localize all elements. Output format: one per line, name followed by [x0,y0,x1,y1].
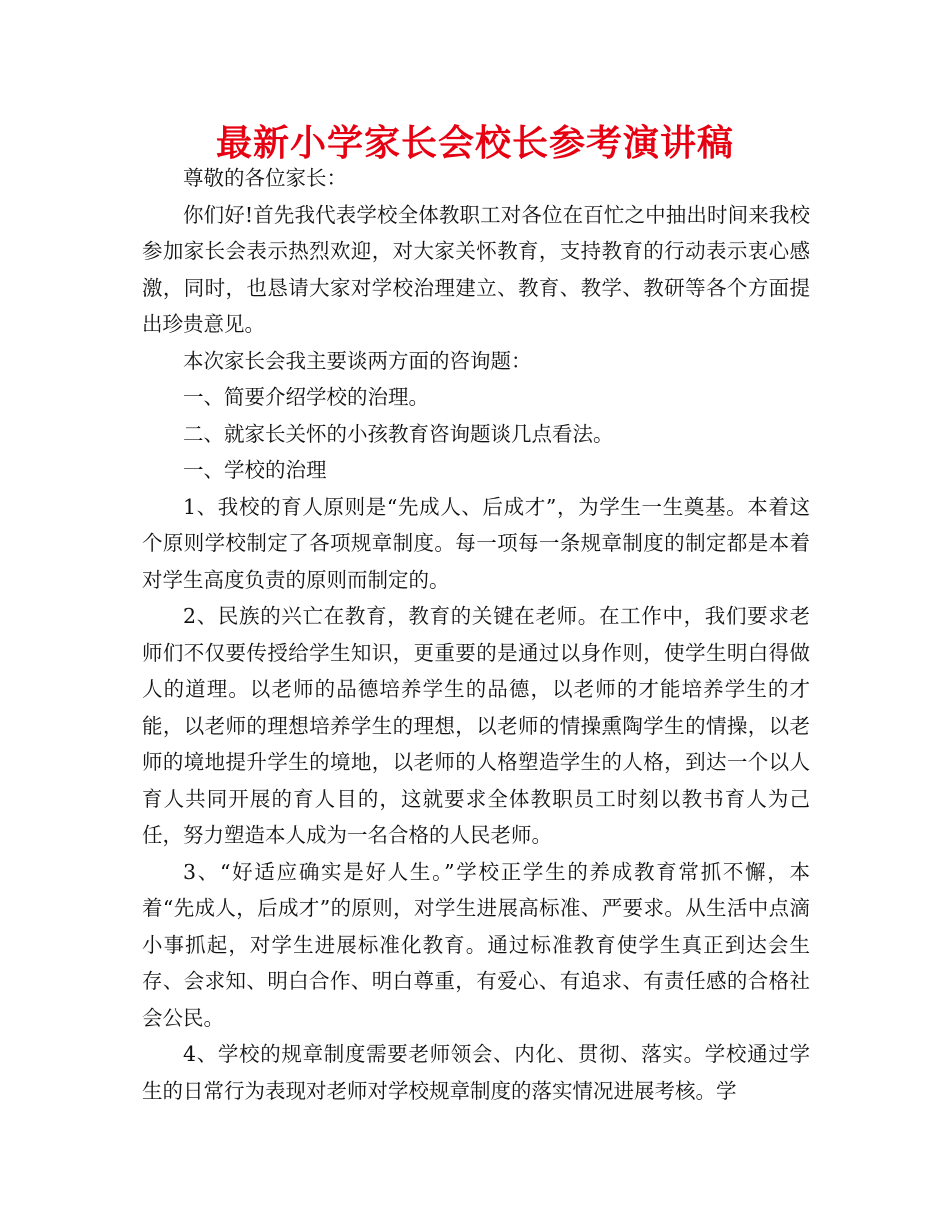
paragraph-topic-2: 二、就家长关怀的小孩教育咨询题谈几点看法。 [183,421,614,446]
document-body [142,160,810,1109]
paragraph-greeting: 你们好!首先我代表学校全体教职工对各位在百忙之中抽出时间来我校参加家长会表示热烈欢迎，对大家关怀教育，支持教育的行动表示衷心感激，同时，也恳请大家对学校治理建立、教育、教学、教研等各个方面提出珍贵意见。 [142,202,810,336]
paragraph-item-4: 4、学校的规章制度需要老师领会、内化、贯彻、落实。学校通过学生的日常行为表现对老师对学校规章制度的落实情况进展考核。学 [142,1042,810,1103]
paragraph-item-2: 2、民族的兴亡在教育，教育的关键在老师。在工作中，我们要求老师们不仅要传授给学生知识，更重要的是通过以身作则，使学生明白得做人的道理。以老师的品德培养学生的品德，以老师的才能培养学生的才能，以老师的理想培养学生的理想，以老师的情操熏陶学生的情操，以老师的境地提升学生的境地，以老师的人格塑造学生的人格，到达一个以人育人共同开展的育人目的，这就要求全体教职员工时刻以教书育人为己任，努力塑造本人成为一名合格的人民老师。 [142,604,810,847]
section-heading-management: 一、学校的治理 [183,458,327,482]
paragraph-topic-1: 一、简要介绍学校的治理。 [183,385,429,409]
document-title: 最新小学家长会校长参考演讲稿 [215,123,734,164]
paragraph-item-3: 3、“好适应确实是好人生。”学校正学生的养成教育常抓不懈，本着“先成人，后成才”的原则，对学生进展高标准、严要求。从生活中点滴小事抓起，对学生进展标准化教育。通过标准教育使学生真正到达会生存、会求知、明白合作、明白尊重，有爱心、有追求、有责任感的合格社会公民。 [142,859,810,1030]
paragraph-item-1: 1、我校的育人原则是“先成人、后成才”，为学生一生奠基。本着这个原则学校制定了各项规章制度。每一项每一条规章制度的制定都是本着对学生高度负责的原则而制定的。 [142,494,810,592]
paragraph-topics-intro: 本次家长会我主要谈两方面的咨询题： [183,348,532,373]
paragraph-salutation: 尊敬的各位家长： [183,166,347,190]
